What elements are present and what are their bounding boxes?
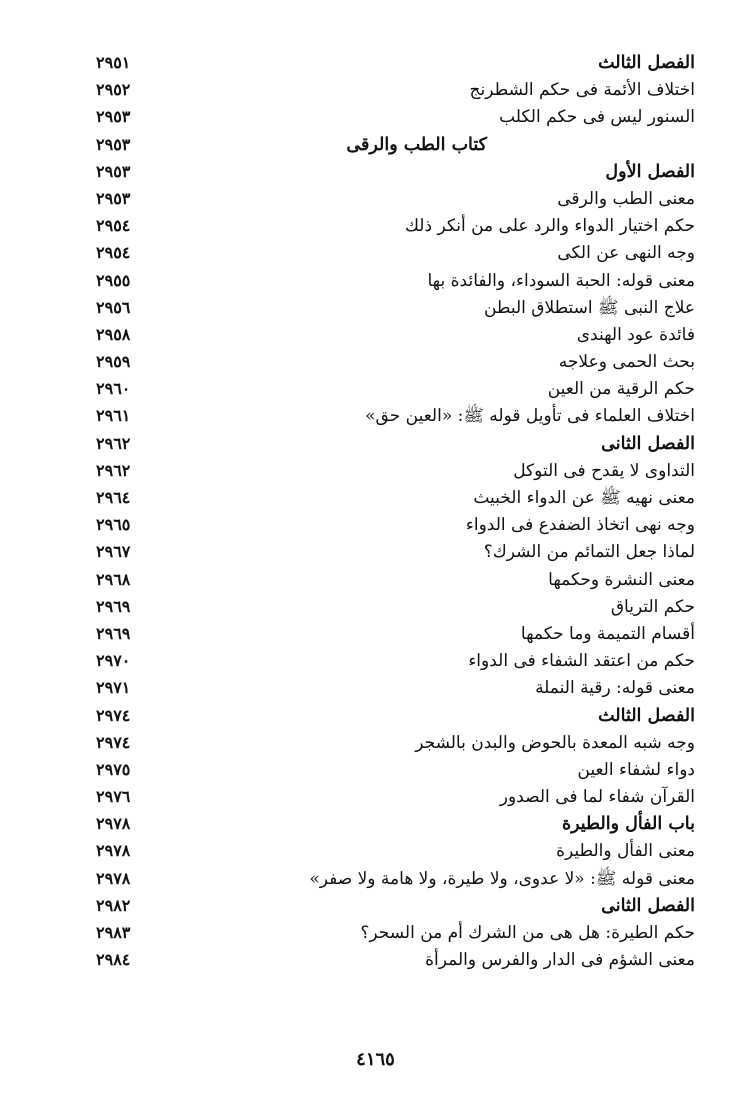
toc-entry [0,77,751,104]
toc-entry-page: ٢٩٦٠ [96,379,131,399]
toc-entry [0,539,751,566]
toc-entry-title: الفصل الثالث [598,53,695,73]
toc-entry [0,594,751,621]
toc-entry [0,104,751,131]
toc-entry-title: كتاب الطب والرقى [346,134,487,155]
toc-entry-page: ٢٩٦٨ [96,569,131,589]
toc-entry [0,757,751,784]
toc-entry-title: فائدة عود الهندى [576,324,695,345]
toc-entry [0,621,751,648]
toc-entry-page: ٢٩٥٣ [96,107,131,127]
toc-entry-page: ٢٩٧٨ [96,841,131,861]
toc-entry-page: ٢٩٥٣ [96,134,131,154]
toc-entry-page: ٢٩٧٤ [96,705,131,725]
toc-entry-page: ٢٩٨٤ [96,950,131,970]
toc-entry [0,485,751,512]
toc-entry-title: معنى نهيه ﷺ عن الدواء الخبيث [473,488,695,508]
toc-entry-title: وجه نهى اتخاذ الضفدع فى الدواء [465,515,695,536]
table-of-contents [0,50,751,974]
toc-entry [0,512,751,539]
toc-entry-title: معنى قوله: الحبة السوداء، والفائدة بها [427,270,695,291]
toc-entry-page: ٢٩٧٨ [96,814,131,834]
toc-section-heading [0,703,751,730]
toc-section-heading [0,431,751,458]
toc-entry-title: اختلاف الأئمة فى حكم الشطرنج [469,80,695,101]
toc-entry-title: معنى الطب والرقى [557,188,695,209]
toc-entry-title: أقسام التميمة وما حكمها [520,623,695,644]
toc-entry [0,947,751,974]
toc-entry-title: حكم الرقية من العين [547,379,695,400]
toc-entry-page: ٢٩٦٩ [96,596,131,616]
toc-entry [0,349,751,376]
toc-entry-page: ٢٩٧١ [96,678,131,698]
toc-entry-title: القرآن شفاء لما فى الصدور [499,787,695,808]
toc-entry [0,240,751,267]
toc-entry [0,268,751,295]
toc-entry-title: اختلاف العلماء فى تأويل قوله ﷺ: «العين حق» [365,406,695,427]
toc-entry [0,730,751,757]
toc-entry-page: ٢٩٥٤ [96,216,131,236]
toc-entry-title: حكم اختيار الدواء والرد على من أنكر ذلك [404,216,695,237]
toc-entry [0,376,751,403]
toc-entry-title: حكم الطيرة: هل هى من الشرك أم من السحر؟ [360,923,695,943]
toc-entry-page: ٢٩٧٠ [96,651,131,671]
toc-entry-page: ٢٩٧٤ [96,732,131,752]
toc-entry-page: ٢٩٥٦ [96,297,131,317]
toc-entry [0,866,751,893]
toc-entry-title: الفصل الثانى [601,433,695,454]
toc-entry-page: ٢٩٥٥ [96,270,131,290]
toc-entry-page: ٢٩٧٨ [96,868,131,888]
toc-entry-title: حكم الترياق [610,596,695,617]
toc-entry-page: ٢٩٨٢ [96,895,131,915]
toc-entry-page: ٢٩٧٥ [96,759,131,779]
toc-entry [0,322,751,349]
toc-entry-title: السنور ليس فى حكم الكلب [499,107,695,128]
toc-entry-page: ٢٩٦٢ [96,460,131,480]
toc-entry [0,186,751,213]
toc-entry [0,213,751,240]
toc-entry-page: ٢٩٥٩ [96,352,131,372]
toc-entry [0,567,751,594]
toc-entry-page: ٢٩٦٢ [96,433,131,453]
toc-entry [0,838,751,865]
toc-entry-page: ٢٩٦٥ [96,515,131,535]
toc-entry-page: ٢٩٥١ [96,53,131,72]
toc-section-heading [0,811,751,838]
toc-section-heading [0,50,751,77]
toc-entry-page: ٢٩٦١ [96,406,131,426]
toc-entry-page: ٢٩٧٦ [96,787,131,807]
toc-entry-title: وجه النهى عن الكى [557,243,695,264]
toc-entry-title: معنى الفأل والطيرة [556,841,695,862]
toc-entry-title: بحث الحمى وعلاجه [558,352,695,373]
toc-entry-page: ٢٩٨٣ [96,923,131,942]
toc-entry [0,458,751,485]
toc-entry-title: حكم من اعتقد الشفاء فى الدواء [468,651,695,672]
toc-entry-title: لماذا جعل التمائم من الشرك؟ [483,542,695,563]
toc-section-heading [0,893,751,920]
toc-section-heading [0,159,751,186]
toc-entry-title: معنى الشؤم فى الدار والفرس والمرأة [425,950,695,971]
toc-entry-title: معنى النشرة وحكمها [548,569,695,590]
toc-entry-page: ٢٩٥٣ [96,188,131,208]
toc-entry-title: دواء لشفاء العين [577,759,695,780]
toc-entry-title: معنى قوله ﷺ: «لا عدوى، ولا طيرة، ولا هامة ولا صفر» [309,868,695,889]
toc-entry-page: ٢٩٦٤ [96,488,131,507]
toc-entry-title: التداوى لا يقدح فى التوكل [513,460,695,481]
toc-entry [0,403,751,430]
toc-entry-page: ٢٩٥٣ [96,161,131,181]
toc-entry-page: ٢٩٦٩ [96,623,131,643]
toc-entry-page: ٢٩٥٢ [96,80,131,100]
toc-entry [0,295,751,322]
page-number-footer: ٤١٦٥ [356,1049,395,1070]
toc-entry-page: ٢٩٦٧ [96,542,131,562]
toc-book-heading [0,132,751,159]
toc-entry-title: وجه شبه المعدة بالحوض والبدن بالشجر [415,732,695,753]
toc-entry [0,920,751,947]
toc-entry-title: باب الفأل والطيرة [561,814,695,835]
toc-entry-title: الفصل الثالث [598,705,695,726]
toc-entry [0,675,751,702]
toc-entry [0,784,751,811]
toc-entry-title: الفصل الأول [605,161,695,182]
toc-entry-page: ٢٩٥٨ [96,324,131,344]
toc-entry [0,648,751,675]
toc-entry-title: معنى قوله: رقية النملة [535,678,695,699]
toc-entry-title: علاج النبى ﷺ استطلاق البطن [483,297,695,318]
toc-entry-page: ٢٩٥٤ [96,243,131,263]
toc-entry-title: الفصل الثانى [601,895,695,916]
